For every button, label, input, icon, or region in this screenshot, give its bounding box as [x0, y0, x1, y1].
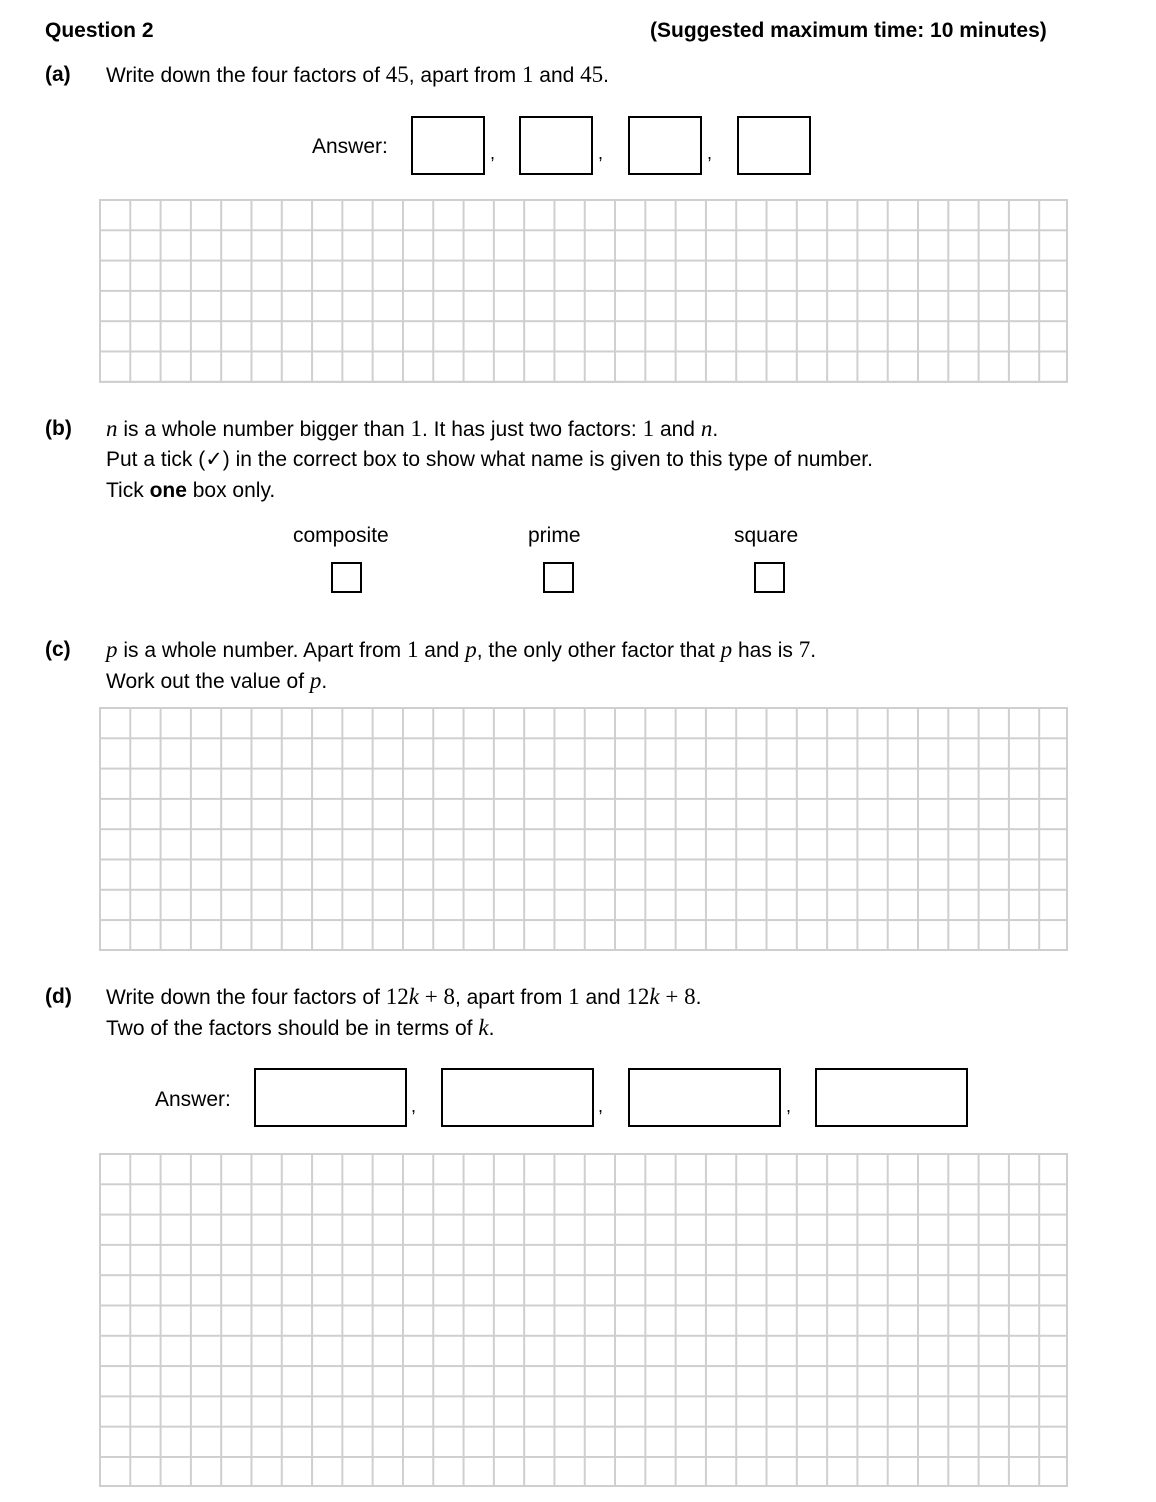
option-label-square: square: [734, 524, 799, 547]
part-a-label: (a): [45, 63, 71, 86]
separator: ,: [490, 143, 496, 163]
part-c-working-grid[interactable]: [99, 707, 1068, 951]
part-d-line-1: Write down the four factors of 12k + 8, apart from 1 and 12k + 8.: [106, 984, 702, 1009]
option-label-composite: composite: [293, 524, 389, 547]
part-c-label: (c): [45, 638, 71, 661]
part-d-answer-label: Answer:: [155, 1088, 231, 1111]
part-c-line-1: p is a whole number. Apart from 1 and p, the only other factor that p has is 7.: [106, 637, 817, 662]
part-a-answer-label: Answer:: [312, 135, 388, 158]
part-d-answer-box-1[interactable]: [254, 1068, 407, 1127]
part-a-working-grid[interactable]: [99, 199, 1068, 383]
time-note: (Suggested maximum time: 10 minutes): [650, 19, 1047, 42]
part-a-question: Write down the four factors of 45, apart from 1 and 45.: [106, 62, 610, 87]
separator: ,: [598, 1096, 604, 1116]
part-a-answer-box-4[interactable]: [737, 116, 811, 175]
part-b-line-3: Tick one box only.: [106, 479, 276, 502]
part-d-working-grid[interactable]: [99, 1153, 1068, 1487]
tick-box-composite[interactable]: [331, 562, 362, 593]
separator: ,: [598, 143, 604, 163]
part-c-line-2: Work out the value of p.: [106, 668, 328, 693]
part-b-label: (b): [45, 417, 72, 440]
part-d-answer-box-2[interactable]: [441, 1068, 594, 1127]
part-a-answer-box-1[interactable]: [411, 116, 485, 175]
question-title: Question 2: [45, 19, 154, 42]
part-d-label: (d): [45, 985, 72, 1008]
separator: ,: [411, 1096, 417, 1116]
part-a-answer-box-2[interactable]: [519, 116, 593, 175]
option-label-prime: prime: [528, 524, 581, 547]
tick-box-square[interactable]: [754, 562, 785, 593]
part-b-line-2: Put a tick (✓) in the correct box to show what name is given to this type of number.: [106, 448, 873, 471]
part-a-answer-box-3[interactable]: [628, 116, 702, 175]
part-d-answer-box-3[interactable]: [628, 1068, 781, 1127]
tick-box-prime[interactable]: [543, 562, 574, 593]
part-d-answer-box-4[interactable]: [815, 1068, 968, 1127]
part-b-line-1: n is a whole number bigger than 1. It has just two factors: 1 and n.: [106, 416, 719, 441]
separator: ,: [707, 143, 713, 163]
separator: ,: [786, 1096, 792, 1116]
part-d-line-2: Two of the factors should be in terms of k.: [106, 1015, 495, 1040]
